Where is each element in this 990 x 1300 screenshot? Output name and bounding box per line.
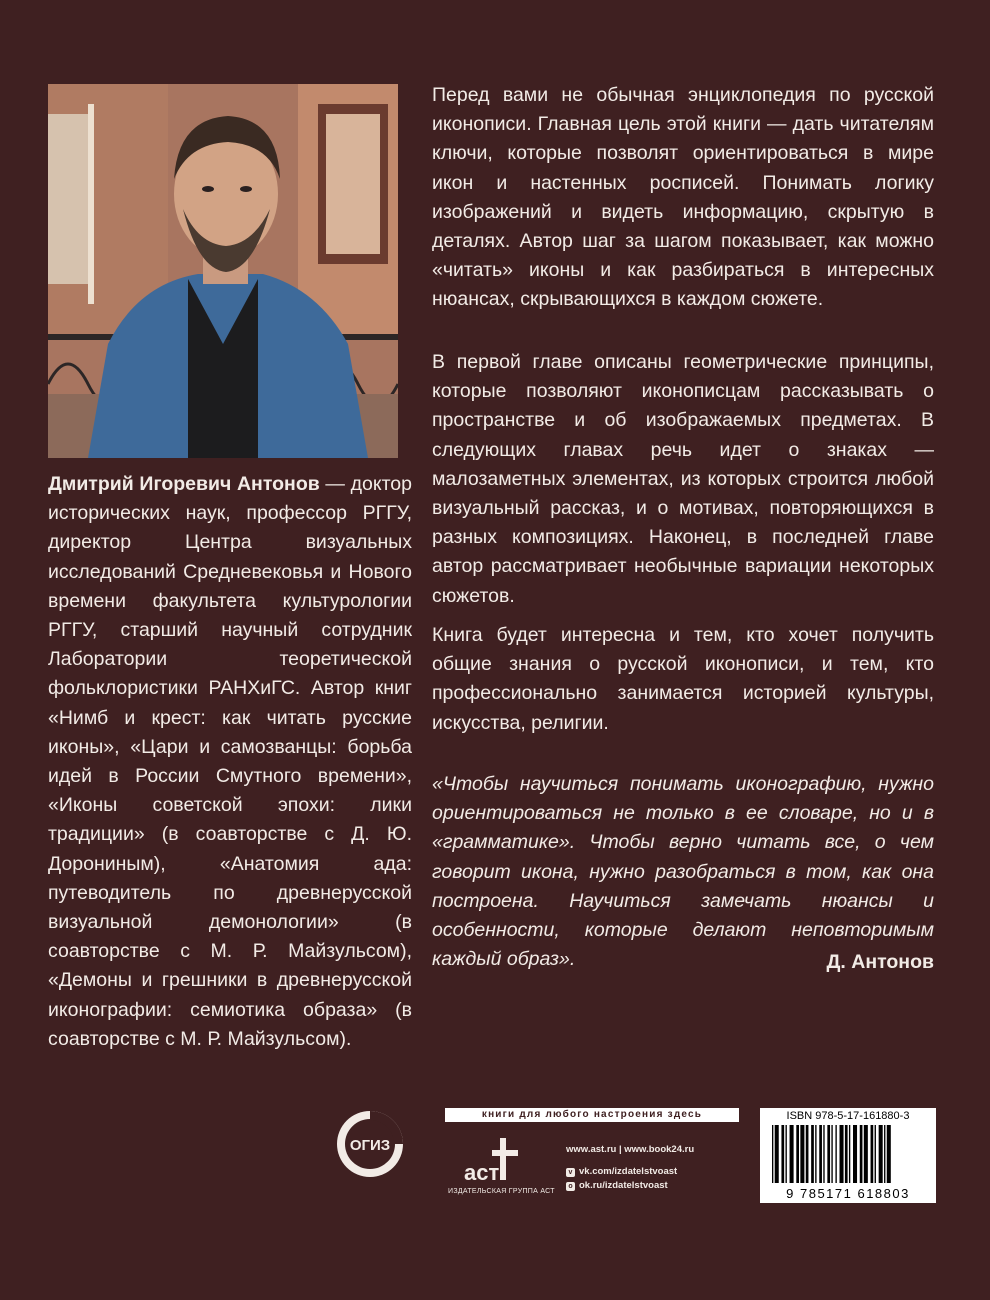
- vk-link[interactable]: vk.com/izdatelstvoast: [579, 1166, 678, 1177]
- description-paragraph-3: Книга будет интересна и тем, кто хочет получить общие знания о русской иконописи, и тем, кто профессионально занимается историей культуры, искусства, религии.: [432, 624, 934, 734]
- author-bio-text: — доктор исторических наук, профессор РГГУ, директор Центра визуальных исследований Средневековья и Нового времени факультета культурологии РГГУ, старший научный сотрудник Лаборатории теоретической фольклористики РАНХиГС. Автор книг «Нимб и крест: как читать русские иконы», «Цари и самозванцы: борьба идей в России Смутного времени», «Иконы советской эпохи: лики традиции» (в соавторстве с Д. Ю. Дорониным), «Анатомия ада: путеводитель по древнерусской визуальной демонологии» (в соавторстве с М. Р. Майзульсом), «Демоны и грешники в древнерусской иконографии: семиотика образа» (в соавторстве с М. Р. Майзульсом).: [48, 473, 412, 1050]
- author-bio: [48, 470, 412, 1054]
- barcode-bar: [811, 1125, 814, 1183]
- barcode-bar: [864, 1125, 868, 1183]
- websites[interactable]: www.ast.ru | www.book24.ru: [566, 1144, 695, 1155]
- ast-logo-text: аст: [464, 1160, 500, 1185]
- isbn-label: ISBN 978-5-17-161880-3: [786, 1110, 910, 1122]
- ok-icon: o: [566, 1182, 575, 1191]
- ast-caption: ИЗДАТЕЛЬСКАЯ ГРУППА АСТ: [448, 1188, 555, 1195]
- barcode-bar: [849, 1125, 850, 1183]
- barcode-bar: [835, 1125, 836, 1183]
- barcode-bar: [871, 1125, 874, 1183]
- barcode-bar: [853, 1125, 857, 1183]
- barcode-bar: [786, 1125, 787, 1183]
- barcode-bar: [875, 1125, 876, 1183]
- barcode-bar: [827, 1125, 830, 1183]
- quote-signature: Д. Антонов: [826, 951, 934, 973]
- barcode-bar: [884, 1125, 885, 1183]
- barcode-bars: [760, 1123, 936, 1193]
- description-paragraph-1: Перед вами не обычная энциклопедия по русской иконописи. Главная цель этой книги — дать читателям ключи, которые позволят ориентироваться в мире икон и настенных росписей. Понимать логику изображений и видеть информацию, скрытую в деталях. Автор шаг за шагом показывает, как можно «читать» иконы и как разбираться в интересных нюансах, скрывающихся в каждом сюжете.: [432, 84, 934, 311]
- barcode-bar: [775, 1125, 779, 1183]
- barcode-bar: [845, 1125, 848, 1183]
- ast-logo: [462, 1130, 532, 1190]
- publisher-links: [566, 1143, 694, 1193]
- barcode-bar: [796, 1125, 799, 1183]
- isbn-barcode: [760, 1108, 936, 1203]
- vk-icon: v: [566, 1168, 575, 1177]
- ogiz-logo: [334, 1108, 406, 1180]
- barcode-bar: [806, 1125, 809, 1183]
- ogiz-logo-text: ОГИЗ: [349, 1137, 391, 1154]
- barcode-bar: [781, 1125, 784, 1183]
- barcode-bar: [831, 1125, 832, 1183]
- ok-link[interactable]: ok.ru/izdatelstvoast: [579, 1180, 668, 1191]
- barcode-bar: [800, 1125, 804, 1183]
- barcode-bar: [790, 1125, 794, 1183]
- isbn-digits: 9 785171 618803: [786, 1186, 910, 1201]
- barcode-bar: [887, 1125, 891, 1183]
- description-paragraph-2: В первой главе описаны геометрические принципы, которые позволяют иконописцам рассказывать о пространстве и об изображаемых предметах. В следующих главах речь идет о знаках — малозаметных элементах, из которых строится любой визуальный рассказ, и о мотивах, повторяющихся в разных композициях. Наконец, в последней главе автор рассматривает необычные вариации некоторых сюжетов.: [432, 351, 934, 607]
- barcode-bar: [840, 1125, 844, 1183]
- barcode-bar: [772, 1125, 773, 1183]
- author-name: Дмитрий Игоревич Антонов: [48, 473, 320, 495]
- author-photo: [48, 84, 398, 458]
- barcode-bar: [815, 1125, 816, 1183]
- publisher-slogan: книги для любого настроения здесь: [445, 1108, 739, 1122]
- barcode-bar: [879, 1125, 883, 1183]
- barcode-bar: [823, 1125, 824, 1183]
- barcode-bar: [819, 1125, 822, 1183]
- author-quote: «Чтобы научиться понимать иконографию, нужно ориентироваться не только в ее словаре, но и в «грамматике». Чтобы верно читать все, о чем говорит икона, нужно разобраться в том, как она построена. Научиться замечать нюансы и особенности, которые делают неповторимым каждый образ».: [432, 773, 934, 971]
- barcode-bar: [860, 1125, 863, 1183]
